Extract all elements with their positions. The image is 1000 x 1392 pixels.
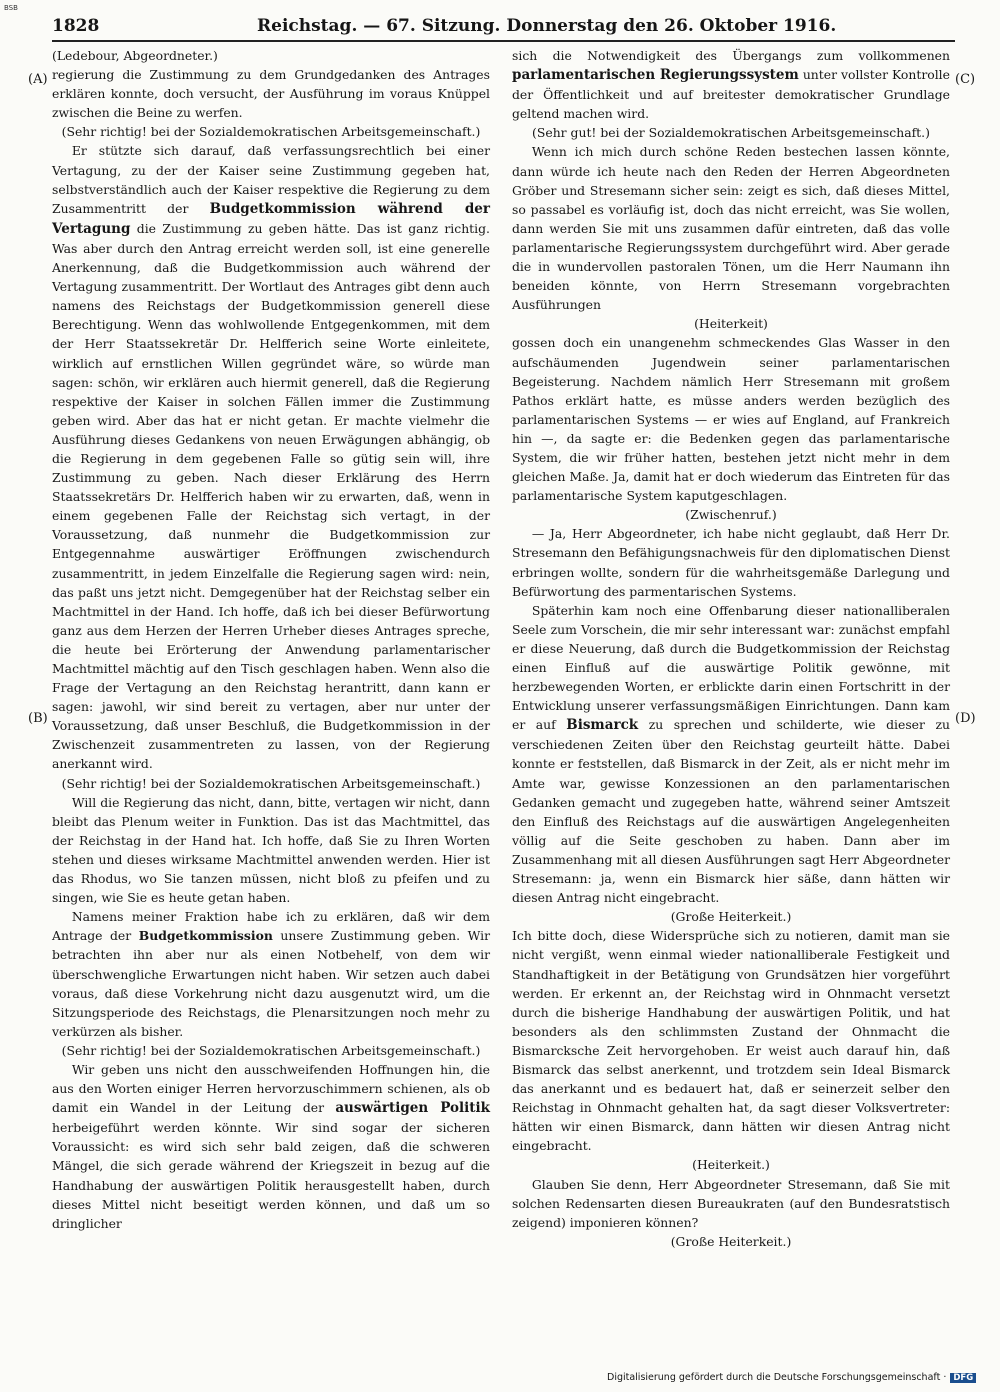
text-run: Namens meiner Fraktion habe ich zu erklären, daß wir dem Antrage der bbox=[52, 909, 490, 944]
text-run: die Zustimmung zu geben hätte. Das ist ganz richtig. Was aber durch den Antrag erreicht werden soll, ist eine generelle Anerkennung, daß die Budgetkommission auch während der Vertagung zusammentritt. Der Wortlaut des Antrages gibt denn auch namens des Reichstags der Budgetkommission generell diese Berechtigung. Wenn das wohlwollende Entgegenkommen, mit dem der Herr Staatssekretär Dr. Helfferich seine Worte einleitete, wirklich auf ernstlichen Willen gegründet wäre, so würde man sagen: schön, wir erklären auch hiermit generell, daß die Regierung respektive der Kaiser in solchen Fällen immer die Zustimmung geben wird. Aber das hat er nicht getan. Er machte vielmehr die Ausführung dieses Gedankens von neuen Erwägungen abhängig, ob die Regierung in dem gegebenen Falle so gütig sein will, ihre Zustimmung zu geben. Nach dieser Erklärung des Herrn Staatssekretärs Dr. Helfferich haben wir zu erwarten, daß, wenn in einem gegebenen Falle der Reichstag sich vertagt, in der Voraussetzung, daß nunmehr die Budgetkommission zur Entgegennahme auswärtiger Eröffnungen zwischendurch zusammentritt, in jedem Einzelfalle die Regierung sagen wird: nein, das paßt uns jetzt nicht. Demgegenüber hat der Reichstag selber ein Machtmittel in der Hand. Ich hoffe, daß ich bei dieser Befürwortung ganz aus dem Herzen der Herren Urheber dieses Antrages spreche, die heute bei Erörterung der Anwendung parlamentarischer Machtmittel mächtig auf den Tisch geschlagen haben. Wenn also die Frage der Vertagung an den Reichstag herantritt, dann kann er sagen: jawohl, wir sind bereit zu vertagen, aber nur unter der Voraussetzung, daß unser Beschluß, die Budgetkommission in der Zwischenzeit zusammentreten zu lassen, von der Regierung anerkannt wird. bbox=[52, 220, 490, 772]
emphasis: Bismarck bbox=[566, 717, 639, 734]
paragraph: — Ja, Herr Abgeordneter, ich habe nicht geglaubt, daß Herr Dr. Stresemann den Befähigungsnachweis für den diplomatischen Dienst erbringen wollte, sondern für die wahrheitsgemäße Darlegung und Befürwortung des parmentarischen Systems. bbox=[512, 526, 950, 599]
footer-text: Digitalisierung gefördert durch die Deutsche Forschungsgemeinschaft · bbox=[607, 1372, 947, 1383]
text-run: Wir geben uns nicht den ausschweifenden Hoffnungen hin, die aus den Worten einiger Herren hervorzuschimmern schienen, als ob damit ein Wandel in der Leitung der bbox=[52, 1061, 490, 1116]
interjection: (Sehr richtig! bei der Sozialdemokratischen Arbeitsgemeinschaft.) bbox=[61, 124, 481, 140]
emphasis: Budgetkommission bbox=[138, 928, 273, 944]
header-rule bbox=[52, 40, 955, 42]
speaker-line: (Ledebour, Abgeordneter.) bbox=[52, 48, 218, 63]
text-run: herbeigeführt werden könnte. Wir sind sogar der sicheren Voraussicht: es wird sich sehr bald zeigen, daß die schweren Mängel, die sich gerade während der Kriegszeit in bezug auf die Handhabung der auswärtigen Politik herausgestellt haben, durch dieses Mittel nicht beseitigt werden können, und daß um so dringlicher bbox=[52, 1120, 490, 1231]
paragraph: Will die Regierung das nicht, dann, bitte, vertagen wir nicht, dann bleibt das Plenum weiter in Funktion. Das ist das Machtmittel, das der Reichstag in der Hand hat. Ich hoffe, daß Sie zu Ihren Worten stehen und dieses wirksame Machtmittel anwenden werden. Hier ist das Rhodus, wo Sie tanzen müssen, nicht bloß zu pfeifen und zu singen, wie Sie es heute getan haben. bbox=[52, 794, 490, 906]
interjection: (Sehr richtig! bei der Sozialdemokratischen Arbeitsgemeinschaft.) bbox=[61, 1042, 481, 1058]
margin-mark-b: (B) bbox=[28, 711, 48, 726]
page-header bbox=[52, 16, 955, 40]
page-number: 1828 bbox=[52, 16, 100, 36]
text-run: zu sprechen und schilderte, wie dieser zu verschiedenen Zeiten über den Reichstag geurteilt hätte. Dabei konnte er feststellen, daß Bismarck in der Zeit, als er nicht mehr im Amte war, gewisse Konzessionen an den parlamentarischen Gedanken gemacht und zugegeben hatte, während seiner Amtszeit den Einfluß des Reichstags auf die auswärtigen Angelegenheiten völlig auf die Seite geschoben zu haben. Dann aber im Zusammenhang mit all diesen Ausführungen sagt Herr Abgeordneter Stresemann: ja, wenn ein Bismarck hier säße, dann hätten wir diesen Antrag nicht eingebracht. bbox=[512, 717, 950, 906]
left-column bbox=[52, 46, 490, 1233]
interjection: (Heiterkeit.) bbox=[692, 1157, 770, 1173]
library-stamp: BSB bbox=[4, 4, 18, 12]
digitization-footer bbox=[607, 1372, 987, 1383]
paragraph: Glauben Sie denn, Herr Abgeordneter Stresemann, daß Sie mit solchen Redensarten diesen Bureaukraten (auf den Bundesratstisch zeigend) imponieren können? bbox=[512, 1176, 950, 1230]
margin-mark-c: (C) bbox=[955, 72, 976, 87]
paragraph bbox=[52, 907, 490, 1041]
paragraph bbox=[52, 1060, 490, 1233]
text-run: Er stützte sich darauf, daß verfassungsrechtlich bei einer Vertagung, zu der der Kaiser seine Zustimmung gegeben hat, selbstverständlich auch der Kaiser respektive die Regierung zu dem Zusammentritt der bbox=[52, 143, 490, 216]
paragraph bbox=[52, 141, 490, 773]
text-run: Späterhin kam noch eine Offenbarung dieser nationalliberalen Seele zum Vorschein, die mir sehr interessant war: zunächst empfahl er diese Neuerung, daß durch die Budgetkommission der Reichstag einen Einfluß auf die auswärtige Politik gewönne, mit herzbewegenden Worten, er erblickte darin einen Fortschritt in der Entwicklung unserer verfassungsmäßigen Einrichtungen. Dann kam er auf bbox=[512, 602, 950, 733]
interjection: (Große Heiterkeit.) bbox=[670, 1233, 792, 1249]
paragraph: gossen doch ein unangenehm schmeckendes Glas Wasser in den aufschäumenden Jugendwein seiner parlamentarischen Begeisterung. Nachdem nämlich Herr Stresemann mit großem Pathos erklärt hatte, es müsse anders werden bezüglich des parlamentarischen Systems — er wies auf England, auf Frankreich hin —, da sagte er: die Bedenken gegen das parlamentarische System, die wir früher hatten, bestehen jetzt nicht mehr in dem gleichen Maße. Ja, damit hat er doch wiederum das Eintreten für das parlamentarische System kaputgeschlagen. bbox=[512, 335, 950, 504]
emphasis: parlamentarischen Regierungssystem bbox=[512, 67, 799, 84]
paragraph bbox=[512, 601, 950, 908]
interjection: (Große Heiterkeit.) bbox=[670, 909, 792, 925]
right-column bbox=[512, 46, 950, 1251]
paragraph bbox=[512, 46, 950, 123]
text-run: unsere Zustimmung geben. Wir betrachten ihn aber nur als einen Notbehelf, von dem wir überschwengliche Erwartungen nicht haben. Wir setzen auch dabei voraus, daß diese Vorkehrung nicht dazu ausgenutzt wird, um die Sitzungsperiode des Reichstags, die Plenarsitzungen noch mehr zu verkürzen als bisher. bbox=[52, 928, 490, 1039]
interjection: (Sehr gut! bei der Sozialdemokratischen Arbeitsgemeinschaft.) bbox=[532, 125, 930, 141]
interjection: (Sehr richtig! bei der Sozialdemokratischen Arbeitsgemeinschaft.) bbox=[61, 775, 481, 791]
running-title: Reichstag. — 67. Sitzung. Donnerstag den 26. Oktober 1916. bbox=[257, 16, 837, 36]
text-run: unter vollster Kontrolle der Öffentlichkeit und auf breitester demokratischer Grundlage geltend machen wird. bbox=[512, 67, 950, 122]
interjection: (Heiterkeit) bbox=[694, 316, 768, 332]
margin-mark-d: (D) bbox=[955, 711, 976, 726]
emphasis: auswärtigen Politik bbox=[335, 1100, 490, 1117]
dfg-logo: DFG bbox=[950, 1373, 976, 1383]
paragraph: Wenn ich mich durch schöne Reden bestechen lassen könnte, dann würde ich heute nach den Reden der Herren Abgeordneten Gröber und Stresemann sicher sein: zeigt es sich, daß dieses Mittel, so passabel es vorläufig ist, doch das nicht erreicht, was Sie wollen, dann werden Sie mit uns zusammen dafür eintreten, daß das volle parlamentarische Regierungssystem durchgeführt wird. Aber gerade die in wundervollen pastoralen Tönen, um die Herr Naumann ihn beneiden könnte, von Herrn Stresemann vorgebrachten Ausführungen bbox=[512, 144, 950, 313]
paragraph: Ich bitte doch, diese Widersprüche sich zu notieren, damit man sie nicht vergißt, wenn einmal wieder nationalliberale Festigkeit und Standhaftigkeit in der Betätigung von Grundsätzen hier vorgeführt werden. Er erkennt an, der Reichstag wird in Ohnmacht versetzt durch die bisherige Handhabung der auswärtigen Politik, und hat besonders als den schlimmsten Zustand der Ohnmacht die Bismarcksche Zeit hervorgehoben. Er weist auch darauf hin, daß Bismarck das selbst anerkennt, und trotzdem sein Ideal Bismarck das anerkannt und es bedauert hat, daß er seinerzeit selber den Reichstag in Ohnmacht gehalten hat, da sagt dieser Volksvertreter: hätten wir einen Bismarck, dann hätten wir diesen Antrag nicht eingebracht. bbox=[512, 928, 950, 1154]
interjection: (Zwischenruf.) bbox=[685, 507, 777, 523]
margin-mark-a: (A) bbox=[28, 72, 48, 87]
emphasis: Budgetkommission während der Vertagung bbox=[52, 200, 490, 237]
text-run: sich die Notwendigkeit des Übergangs zum vollkommenen bbox=[512, 48, 950, 63]
paragraph: regierung die Zustimmung zu dem Grundgedanken des Antrages erklären konnte, doch versucht, der Ausführung im voraus Knüppel zwischen die Beine zu werfen. bbox=[52, 67, 490, 121]
